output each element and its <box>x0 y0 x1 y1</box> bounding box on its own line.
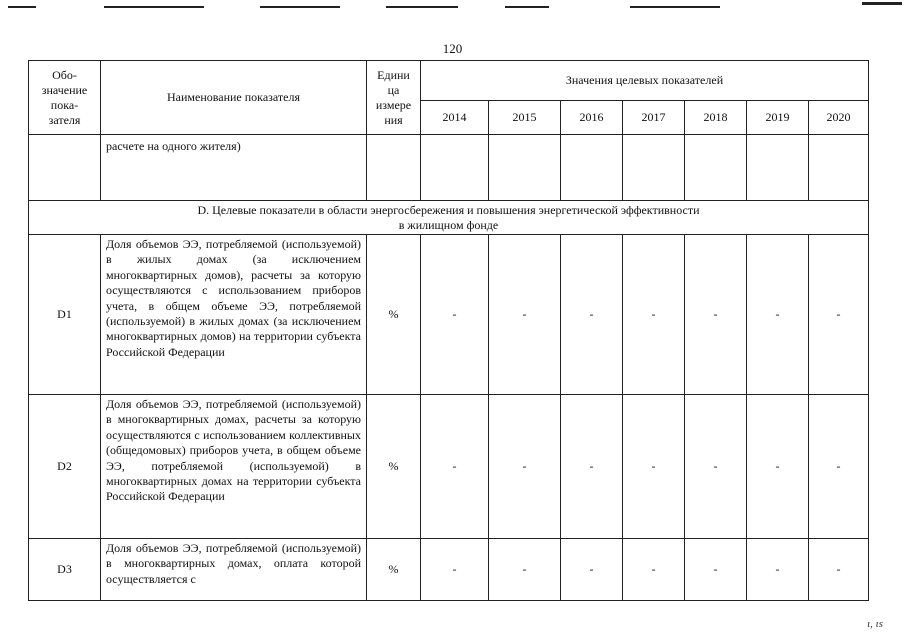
indicator-value: - <box>747 395 809 539</box>
continuation-value <box>489 135 561 201</box>
continuation-code <box>29 135 101 201</box>
indicator-value: - <box>561 235 623 395</box>
year-header: 2015 <box>489 101 561 135</box>
table-row <box>29 539 869 601</box>
indicator-value: - <box>685 539 747 601</box>
continuation-text: расчете на одного жителя) <box>101 135 367 201</box>
indicator-value: - <box>489 235 561 395</box>
continuation-value <box>809 135 869 201</box>
table-row <box>29 395 869 539</box>
scan-line <box>862 2 902 5</box>
scan-line <box>260 6 340 8</box>
indicator-code: D2 <box>29 395 101 539</box>
section-row <box>29 201 869 235</box>
indicator-value: - <box>623 539 685 601</box>
indicator-code: D3 <box>29 539 101 601</box>
indicator-value: - <box>809 235 869 395</box>
target-indicators-table <box>28 60 869 601</box>
indicator-unit: % <box>367 539 421 601</box>
indicator-value: - <box>489 539 561 601</box>
indicator-name: Доля объемов ЭЭ, потребляемой (используемой) в многоквартирных домах, оплата которой осуществляется с <box>101 539 367 601</box>
indicator-value: - <box>421 395 489 539</box>
indicator-unit: % <box>367 395 421 539</box>
year-header: 2017 <box>623 101 685 135</box>
year-header: 2020 <box>809 101 869 135</box>
indicator-value: - <box>623 395 685 539</box>
header-values-title: Значения целевых показателей <box>421 61 869 101</box>
indicator-value: - <box>685 395 747 539</box>
scan-line <box>630 6 720 8</box>
year-header: 2016 <box>561 101 623 135</box>
indicator-value: - <box>489 395 561 539</box>
continuation-value <box>421 135 489 201</box>
continuation-value <box>561 135 623 201</box>
header-unit: Едини ца измере ния <box>367 61 421 135</box>
indicator-value: - <box>747 539 809 601</box>
header-name: Наименование показателя <box>101 61 367 135</box>
scan-line <box>386 6 458 8</box>
continuation-value <box>685 135 747 201</box>
continuation-value <box>623 135 685 201</box>
scan-line <box>505 6 549 8</box>
scan-line <box>8 6 36 8</box>
continuation-row <box>29 135 869 201</box>
year-header: 2019 <box>747 101 809 135</box>
indicator-unit: % <box>367 235 421 395</box>
indicator-name: Доля объемов ЭЭ, потребляемой (используемой) в многоквартирных домах, расчеты за которую осуществляются с использованием коллективных (общедомовых) приборов учета, в общем объеме ЭЭ, потребляемой (используемой) в многоквартирных домах на территории субъекта Российской Федерации <box>101 395 367 539</box>
indicator-value: - <box>623 235 685 395</box>
continuation-value <box>747 135 809 201</box>
continuation-unit <box>367 135 421 201</box>
page-number: 120 <box>442 41 463 56</box>
indicator-value: - <box>421 235 489 395</box>
header-code: Обо- значение пока- зателя <box>29 61 101 135</box>
indicator-code: D1 <box>29 235 101 395</box>
indicator-value: - <box>561 395 623 539</box>
year-header: 2014 <box>421 101 489 135</box>
section-title: D. Целевые показатели в области энергосбережения и повышения энергетической эффективности в жилищном фонде <box>29 201 869 235</box>
indicator-value: - <box>685 235 747 395</box>
header-row <box>29 61 869 101</box>
indicator-value: - <box>747 235 809 395</box>
table-row <box>29 235 869 395</box>
handwritten-mark: ι, ιs <box>867 618 883 630</box>
scan-line <box>104 6 204 8</box>
indicator-value: - <box>561 539 623 601</box>
indicator-value: - <box>809 539 869 601</box>
indicator-value: - <box>421 539 489 601</box>
indicator-name: Доля объемов ЭЭ, потребляемой (используемой) в жилых домах (за исключением многоквартирных домов), расчеты за которую осуществляются с использованием приборов учета, в общем объеме ЭЭ, потребляемой (используемой) в жилых домах (за исключением многоквартирных домов) на территории субъекта Российской Федерации <box>101 235 367 395</box>
year-header: 2018 <box>685 101 747 135</box>
indicator-value: - <box>809 395 869 539</box>
